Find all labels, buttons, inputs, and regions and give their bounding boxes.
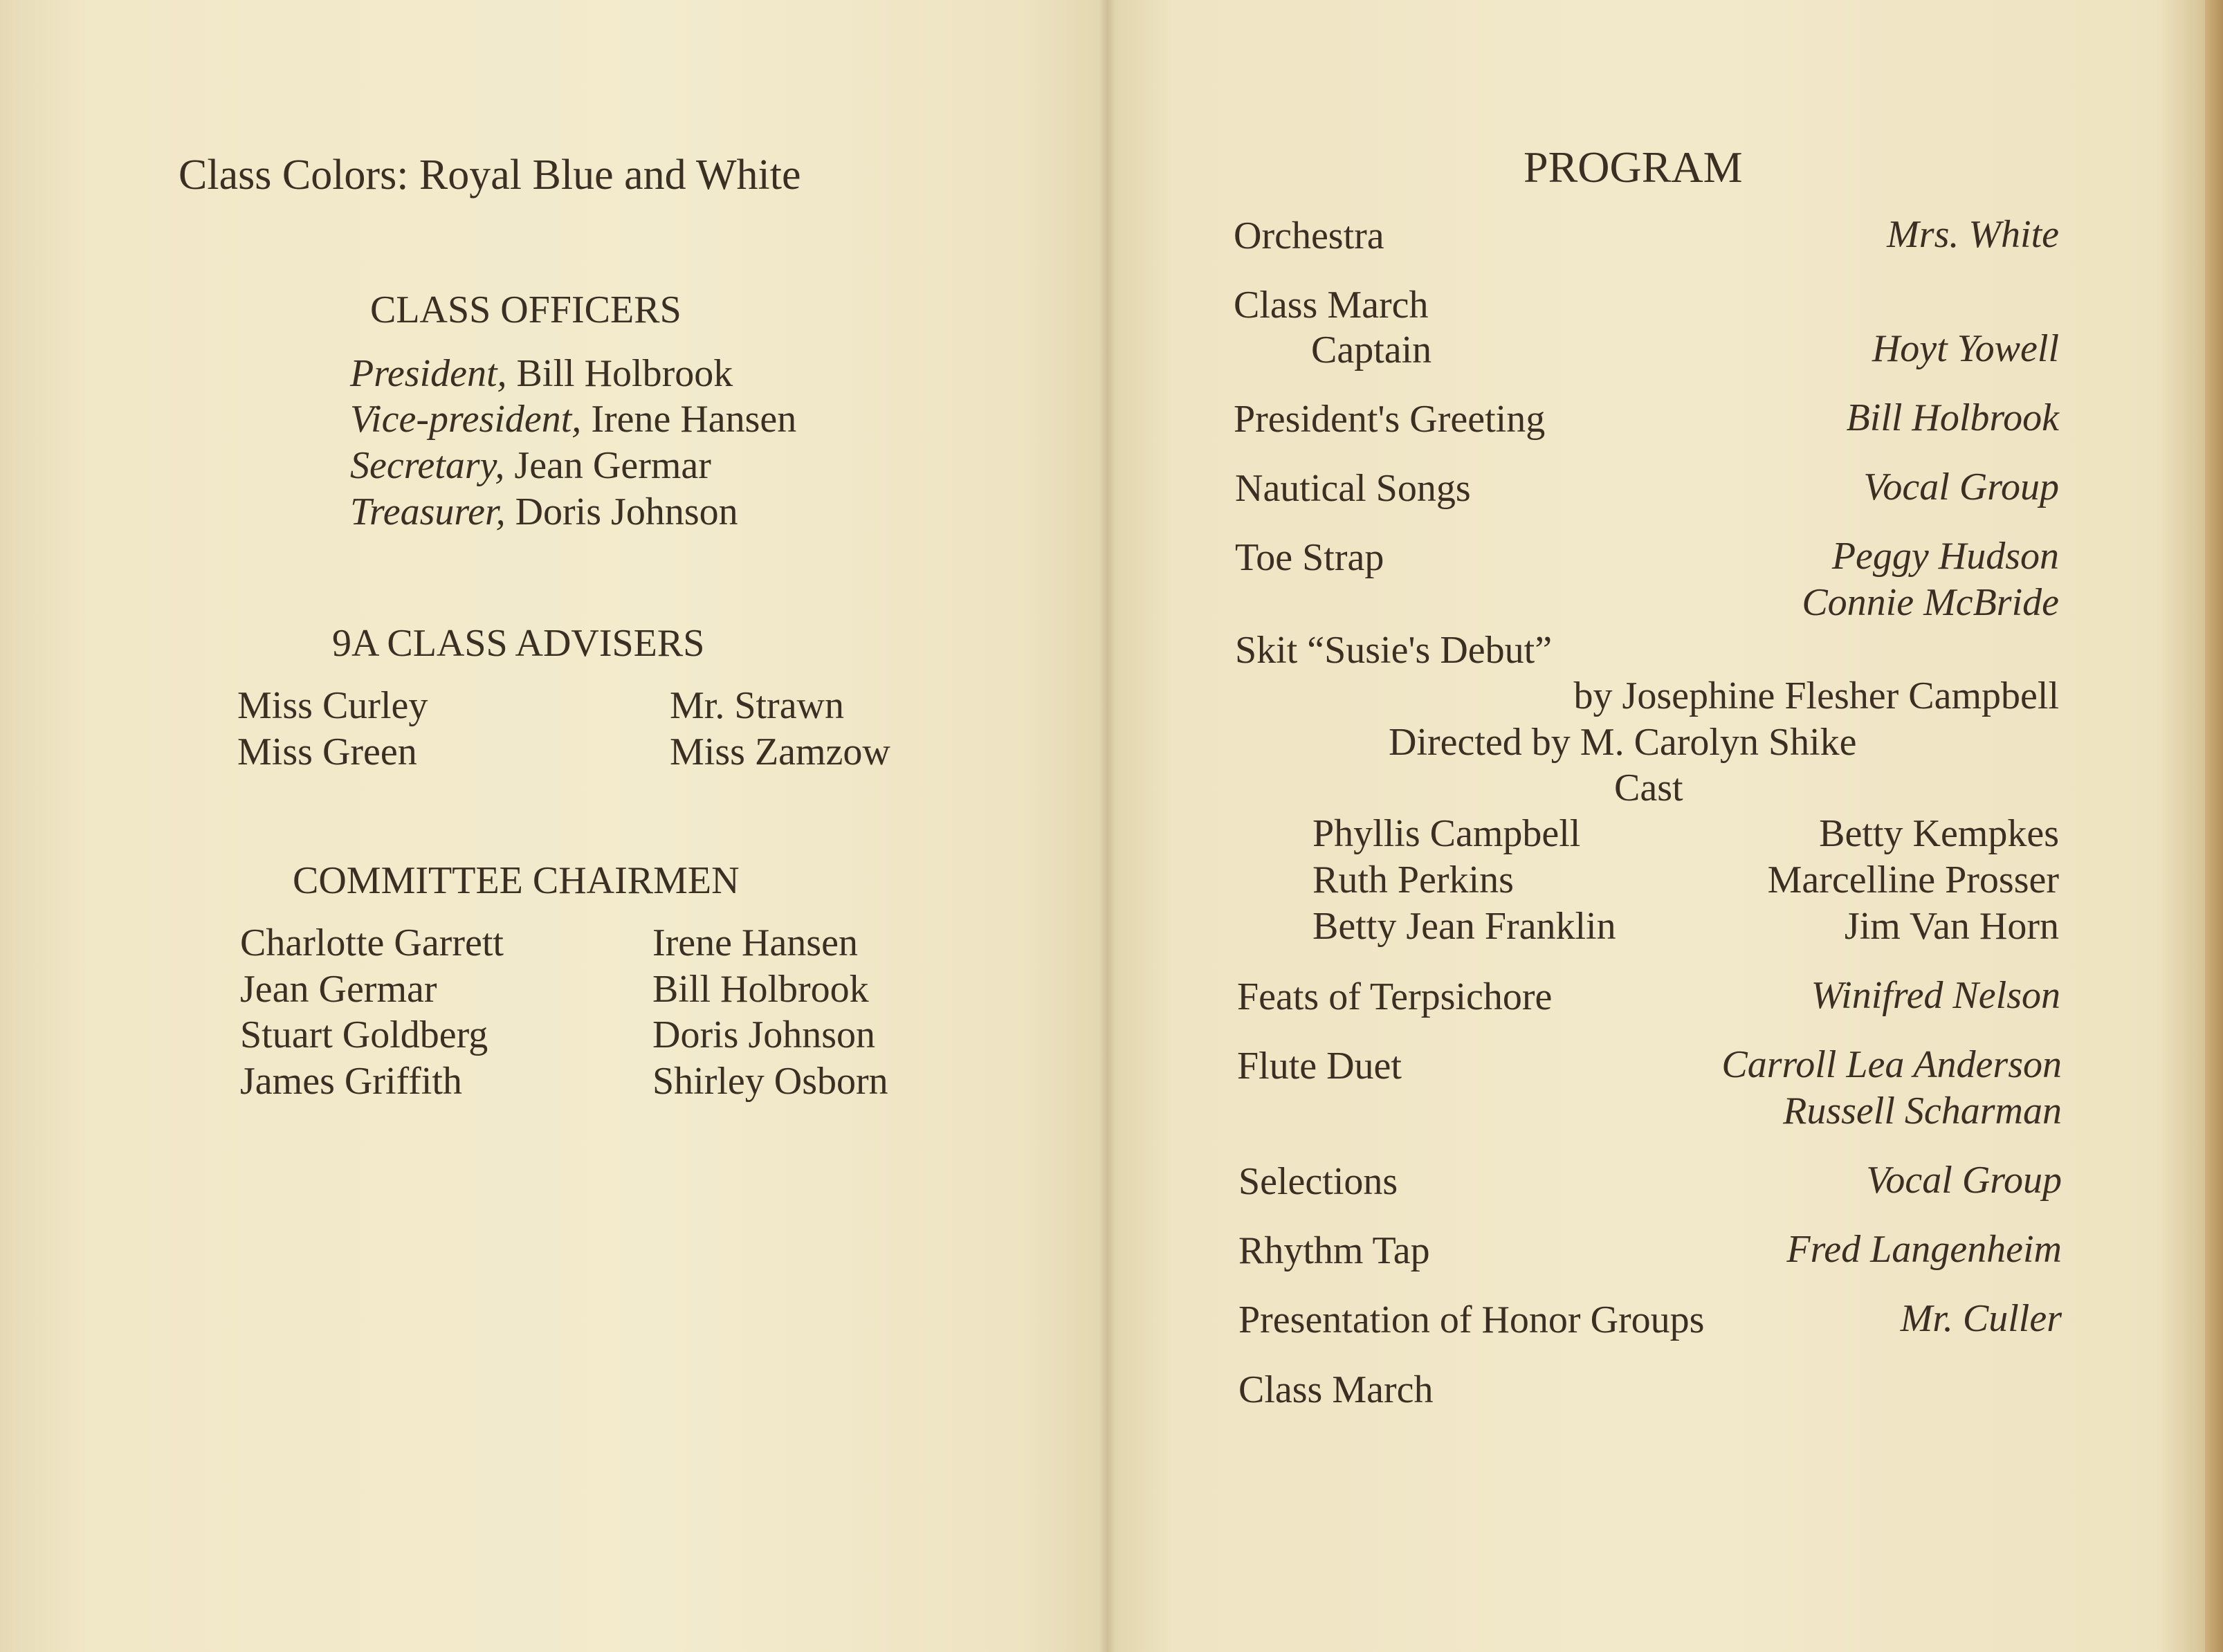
program-item-title: President's Greeting: [1234, 398, 1546, 441]
officer-role: Secretary,: [350, 444, 505, 487]
program-item-title: Feats of Terpsichore: [1237, 975, 1553, 1018]
officer-role: President,: [350, 352, 507, 395]
skit-director: Directed by M. Carolyn Shike: [1389, 721, 1857, 764]
program-item-title: Orchestra: [1234, 214, 1384, 257]
cast-member: Ruth Perkins: [1312, 859, 1514, 901]
book-gutter: [1099, 0, 1115, 1652]
committee-member: Bill Holbrook: [652, 968, 869, 1011]
program-item-performer: Carroll Lea Anderson: [1721, 1043, 2062, 1086]
program-item-title: Class March: [1234, 284, 1429, 327]
officer-name: Jean Germar: [514, 444, 711, 487]
cast-member: Marcelline Prosser: [1767, 859, 2059, 901]
adviser-name: Miss Zamzow: [670, 731, 890, 773]
officer-president: [350, 354, 733, 393]
program-item-performer: Russell Scharman: [1783, 1090, 2062, 1132]
committee-member: Irene Hansen: [652, 921, 858, 964]
program-item-title: Rhythm Tap: [1238, 1229, 1430, 1272]
officer-name: Doris Johnson: [515, 490, 738, 533]
program-item-title: Toe Strap: [1235, 536, 1384, 579]
program-item-performer: Vocal Group: [1866, 1159, 2062, 1202]
adviser-name: Mr. Strawn: [670, 684, 844, 727]
cover-edge: [2205, 0, 2223, 1652]
cast-member: Betty Kempkes: [1819, 812, 2059, 855]
officer-treasurer: [350, 490, 738, 533]
program-item-performer: Winifred Nelson: [1811, 974, 2060, 1017]
committee-member: Jean Germar: [240, 968, 437, 1011]
committee-member: James Griffith: [240, 1060, 462, 1103]
committee-member: Doris Johnson: [652, 1013, 876, 1056]
officer-role: Vice-president,: [350, 398, 582, 441]
left-page: [0, 0, 1107, 1652]
skit-author: by Josephine Flesher Campbell: [1573, 674, 2059, 717]
program-item-title: Selections: [1238, 1160, 1398, 1203]
program-item-performer: Peggy Hudson: [1831, 535, 2059, 578]
program-item-performer: Connie McBride: [1802, 581, 2059, 624]
committee-heading: COMMITTEE CHAIRMEN: [293, 859, 740, 902]
program-item-performer: Mr. Culler: [1900, 1297, 2062, 1340]
program-item-title: Nautical Songs: [1235, 467, 1471, 510]
program-item-subtitle: Captain: [1311, 329, 1432, 371]
program-item-title: Class March: [1238, 1368, 1434, 1411]
officer-name: Irene Hansen: [591, 398, 797, 441]
adviser-name: Miss Green: [237, 731, 417, 773]
officers-heading: CLASS OFFICERS: [370, 288, 681, 331]
officer-role: Treasurer,: [350, 490, 506, 533]
class-colors: Class Colors: Royal Blue and White: [179, 152, 801, 199]
program-item-title: Flute Duet: [1237, 1045, 1402, 1087]
program-item-title: Presentation of Honor Groups: [1238, 1298, 1705, 1341]
committee-member: Shirley Osborn: [652, 1060, 888, 1103]
officer-name: Bill Holbrook: [516, 352, 733, 395]
program-heading: PROGRAM: [1524, 143, 1743, 192]
program-item-performer: Vocal Group: [1863, 466, 2059, 508]
program-item-performer: Mrs. White: [1887, 213, 2059, 256]
committee-member: Stuart Goldberg: [240, 1013, 488, 1056]
cast-member: Phyllis Campbell: [1312, 812, 1581, 855]
skit-title: Skit “Susie's Debut”: [1235, 629, 1553, 672]
program-item-performer: Fred Langenheim: [1786, 1228, 2062, 1271]
advisers-heading: 9A CLASS ADVISERS: [332, 622, 705, 665]
adviser-name: Miss Curley: [237, 684, 428, 727]
cast-member: Betty Jean Franklin: [1312, 905, 1616, 948]
skit-cast-label: Cast: [1614, 767, 1683, 809]
program-item-performer: Hoyt Yowell: [1872, 327, 2059, 370]
program-item-performer: Bill Holbrook: [1846, 396, 2059, 439]
officer-secretary: [350, 446, 711, 485]
committee-member: Charlotte Garrett: [240, 921, 504, 964]
cast-member: Jim Van Horn: [1844, 905, 2059, 948]
officer-vice-president: [350, 400, 796, 439]
